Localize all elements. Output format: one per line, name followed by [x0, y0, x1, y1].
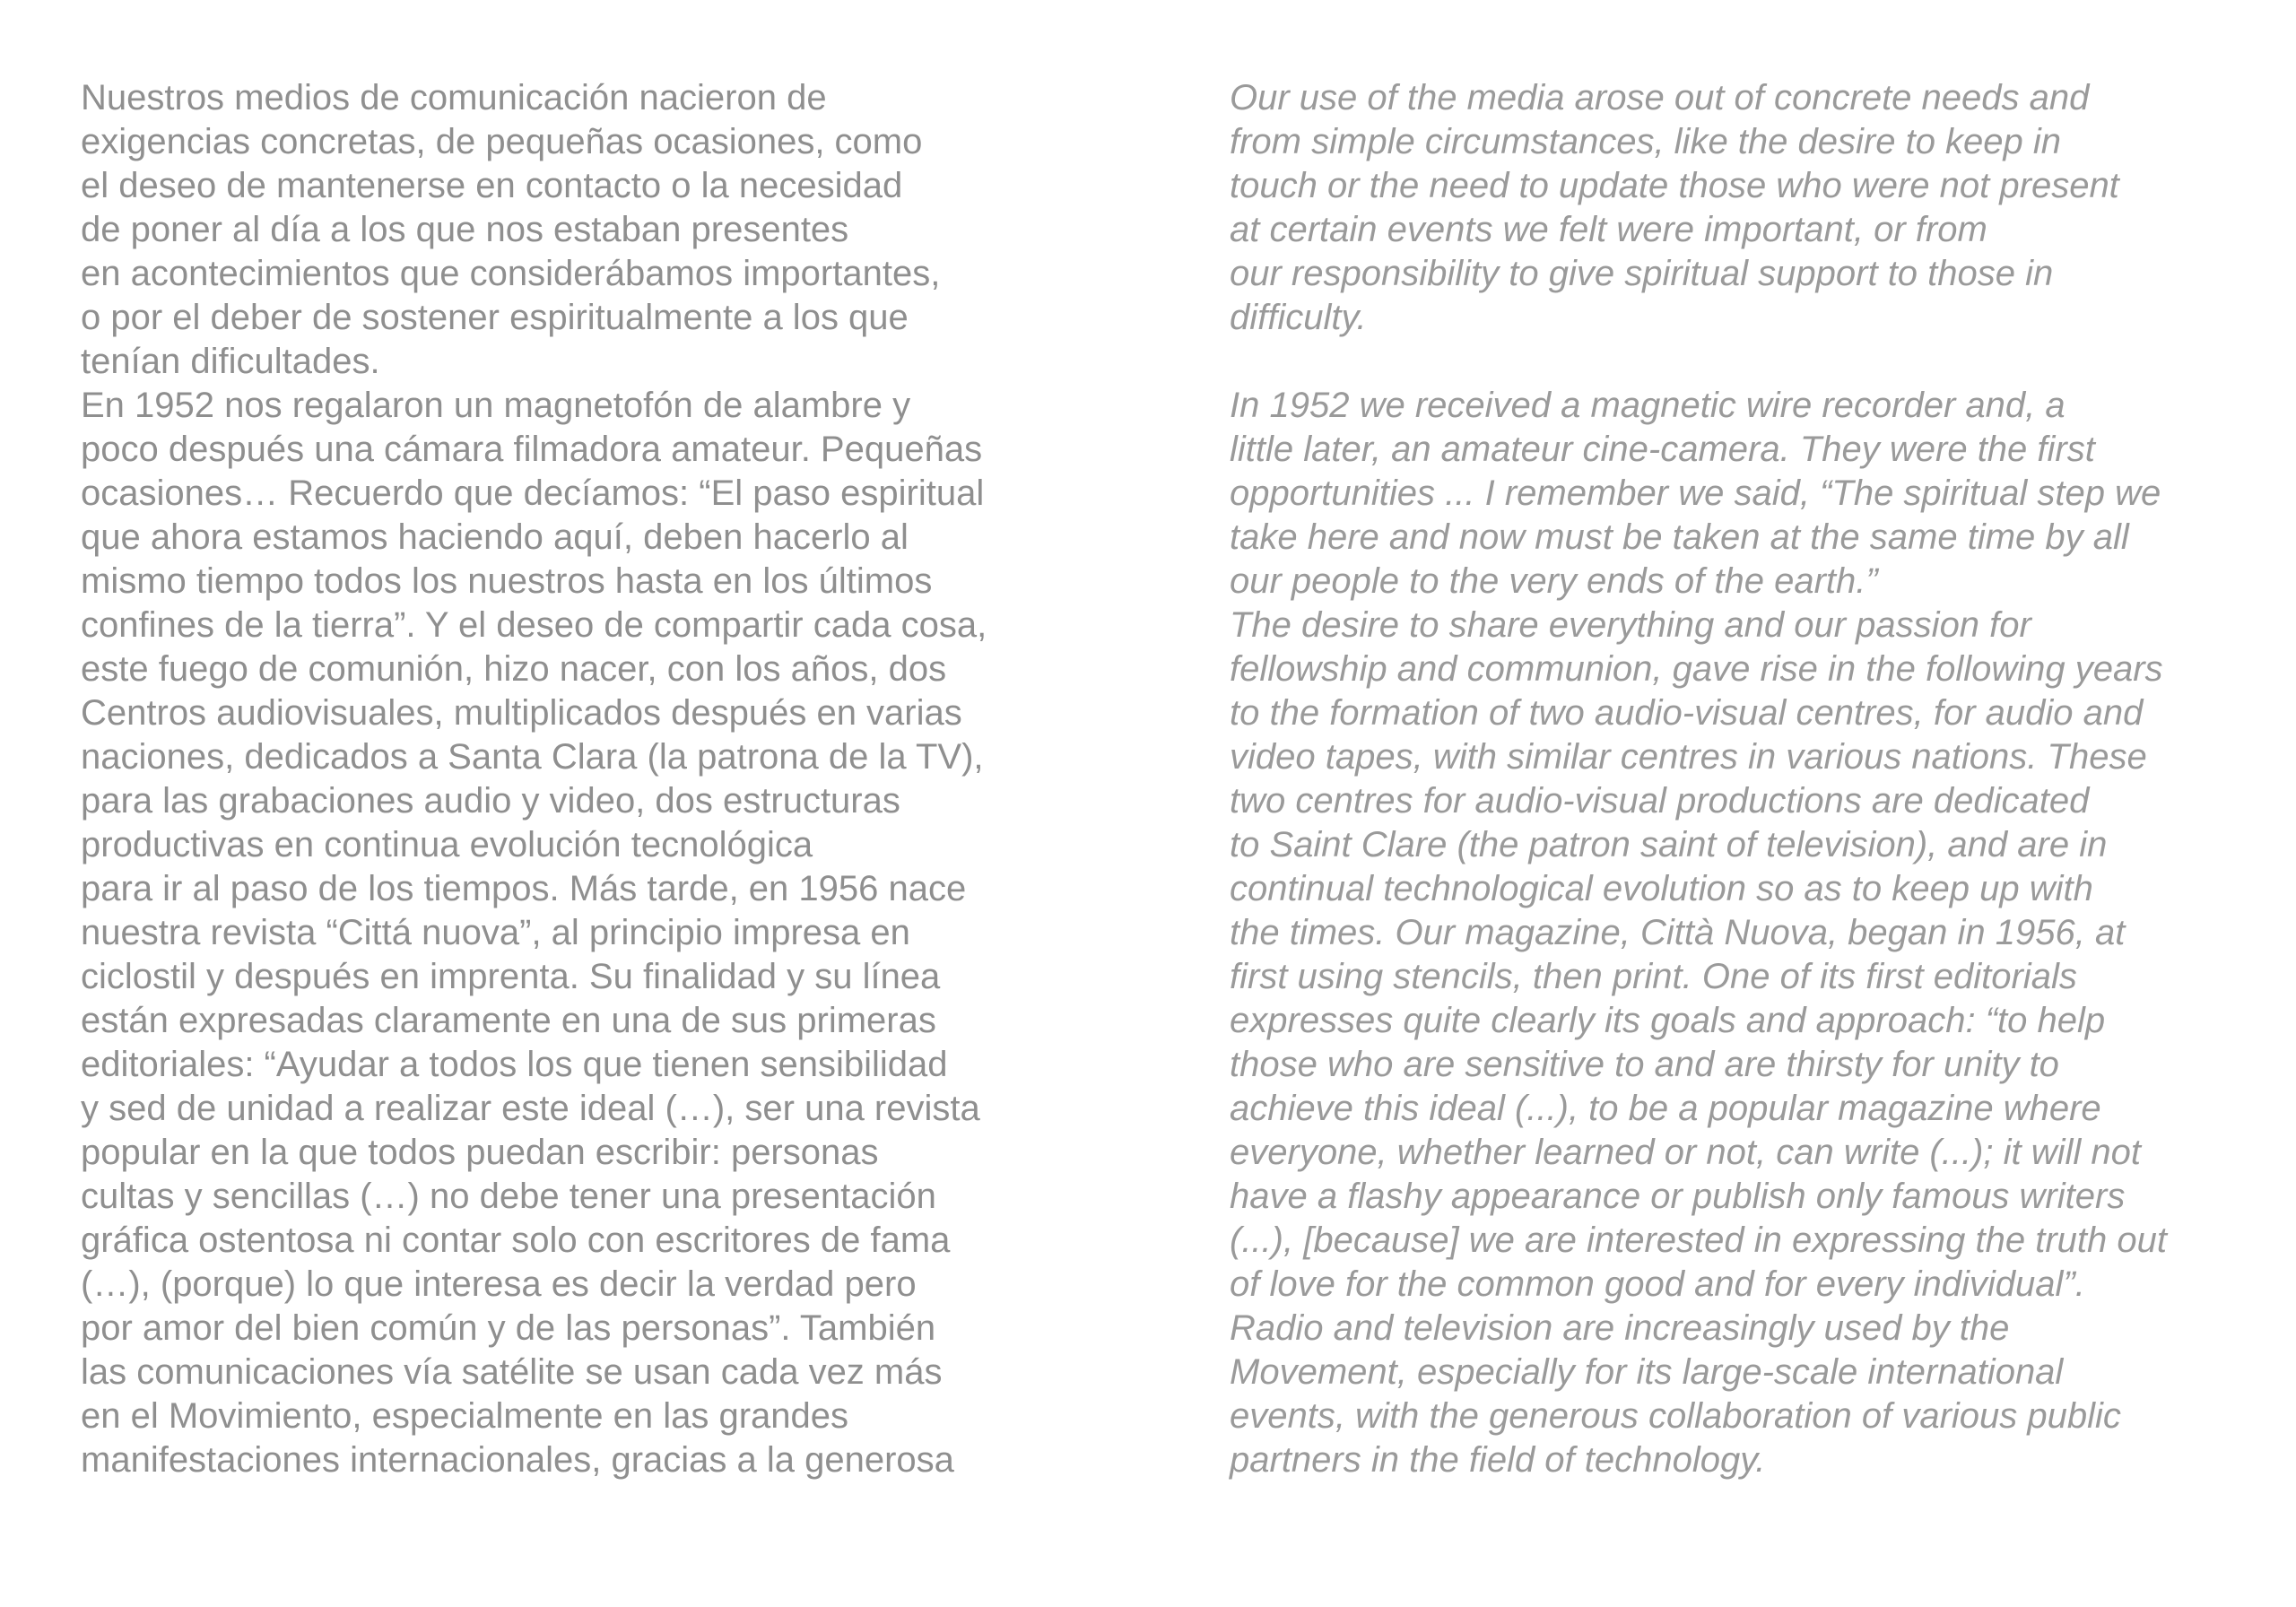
- text-line: y sed de unidad a realizar este ideal (…), ser una revista: [81, 1089, 980, 1128]
- text-line: to the formation of two audio-visual centres, for audio and: [1230, 693, 2144, 733]
- text-line: Our use of the media arose out of concrete needs and: [1230, 78, 2090, 117]
- text-line: por amor del bien común y de las personas”. También: [81, 1308, 936, 1348]
- text-line: Centros audiovisuales, multiplicados después en varias: [81, 693, 962, 733]
- text-line: las comunicaciones vía satélite se usan cada vez más: [81, 1352, 943, 1392]
- text-line: take here and now must be taken at the same time by all: [1230, 517, 2129, 557]
- text-line: cultas y sencillas (…) no debe tener una presentación: [81, 1177, 936, 1216]
- text-line: para las grabaciones audio y video, dos estructuras: [81, 781, 900, 821]
- text-line: exigencias concretas, de pequeñas ocasiones, como: [81, 122, 923, 161]
- paragraph-gap: [1230, 340, 2252, 384]
- text-line: popular en la que todos puedan escribir: personas: [81, 1133, 879, 1172]
- english-paragraph-1: [1230, 76, 2252, 340]
- text-line: tenían dificultades.: [81, 342, 380, 381]
- text-line: In 1952 we received a magnetic wire recorder and, a: [1230, 386, 2066, 425]
- text-line: el deseo de mantenerse en contacto o la necesidad: [81, 166, 903, 205]
- text-line: poco después una cámara filmadora amateur. Pequeñas: [81, 430, 983, 469]
- spanish-paragraph-1: [81, 76, 1130, 384]
- text-line: gráfica ostentosa ni contar solo con escritores de fama: [81, 1220, 951, 1260]
- english-paragraph-2: [1230, 384, 2252, 1482]
- text-line: Radio and television are increasingly used by the: [1230, 1308, 2010, 1348]
- text-line: our responsibility to give spiritual support to those in: [1230, 254, 2054, 293]
- text-line: fellowship and communion, gave rise in the following years: [1230, 649, 2163, 689]
- text-line: Nuestros medios de comunicación nacieron de: [81, 78, 827, 117]
- text-line: mismo tiempo todos los nuestros hasta en los últimos: [81, 561, 933, 601]
- text-line: (...), [because] we are interested in expressing the truth out: [1230, 1220, 2167, 1260]
- text-line: to Saint Clare (the patron saint of television), and are in: [1230, 825, 2108, 864]
- text-line: para ir al paso de los tiempos. Más tarde, en 1956 nace: [81, 869, 967, 908]
- text-line: en el Movimiento, especialmente en las grandes: [81, 1396, 849, 1436]
- text-line: de poner al día a los que nos estaban presentes: [81, 210, 849, 249]
- text-line: our people to the very ends of the earth.”: [1230, 561, 1878, 601]
- text-line: The desire to share everything and our passion for: [1230, 605, 2031, 645]
- text-line: touch or the need to update those who were not present: [1230, 166, 2119, 205]
- text-line: expresses quite clearly its goals and approach: “to help: [1230, 1001, 2106, 1040]
- text-line: manifestaciones internacionales, gracias a la generosa: [81, 1440, 954, 1480]
- text-line: at certain events we felt were important, or from: [1230, 210, 1987, 249]
- text-line: este fuego de comunión, hizo nacer, con los años, dos: [81, 649, 947, 689]
- text-line: have a flashy appearance or publish only famous writers: [1230, 1177, 2126, 1216]
- english-text-column: [1230, 76, 2252, 1482]
- text-line: continual technological evolution so as to keep up with: [1230, 869, 2093, 908]
- text-line: two centres for audio-visual productions are dedicated: [1230, 781, 2090, 821]
- text-line: everyone, whether learned or not, can write (...); it will not: [1230, 1133, 2142, 1172]
- text-line: first using stencils, then print. One of its first editorials: [1230, 957, 2077, 996]
- text-line: ciclostil y después en imprenta. Su finalidad y su línea: [81, 957, 941, 996]
- text-line: nuestra revista “Cittá nuova”, al principio impresa en: [81, 913, 910, 952]
- text-line: of love for the common good and for every individual”.: [1230, 1264, 2085, 1304]
- spanish-text-column: [81, 76, 1130, 1482]
- text-line: que ahora estamos haciendo aquí, deben hacerlo al: [81, 517, 909, 557]
- text-line: partners in the field of technology.: [1230, 1440, 1766, 1480]
- text-line: En 1952 nos regalaron un magnetofón de alambre y: [81, 386, 911, 425]
- text-line: o por el deber de sostener espiritualmente a los que: [81, 298, 909, 337]
- text-line: opportunities ... I remember we said, “The spiritual step we: [1230, 473, 2161, 513]
- text-line: the times. Our magazine, Città Nuova, began in 1956, at: [1230, 913, 2126, 952]
- text-line: difficulty.: [1230, 298, 1367, 337]
- text-line: confines de la tierra”. Y el deseo de compartir cada cosa,: [81, 605, 987, 645]
- text-line: (…), (porque) lo que interesa es decir la verdad pero: [81, 1264, 917, 1304]
- text-line: editoriales: “Ayudar a todos los que tienen sensibilidad: [81, 1045, 948, 1084]
- text-line: little later, an amateur cine-camera. They were the first: [1230, 430, 2095, 469]
- text-line: from simple circumstances, like the desire to keep in: [1230, 122, 2062, 161]
- text-line: están expresadas claramente en una de sus primeras: [81, 1001, 936, 1040]
- text-line: productivas en continua evolución tecnológica: [81, 825, 813, 864]
- text-line: achieve this ideal (...), to be a popular magazine where: [1230, 1089, 2101, 1128]
- text-line: those who are sensitive to and are thirsty for unity to: [1230, 1045, 2059, 1084]
- spanish-paragraph-2: [81, 384, 1130, 1482]
- text-line: naciones, dedicados a Santa Clara (la patrona de la TV),: [81, 737, 984, 777]
- text-line: video tapes, with similar centres in various nations. These: [1230, 737, 2147, 777]
- text-line: ocasiones… Recuerdo que decíamos: “El paso espiritual: [81, 473, 985, 513]
- text-line: en acontecimientos que considerábamos importantes,: [81, 254, 941, 293]
- text-line: Movement, especially for its large-scale international: [1230, 1352, 2064, 1392]
- text-line: events, with the generous collaboration of various public: [1230, 1396, 2121, 1436]
